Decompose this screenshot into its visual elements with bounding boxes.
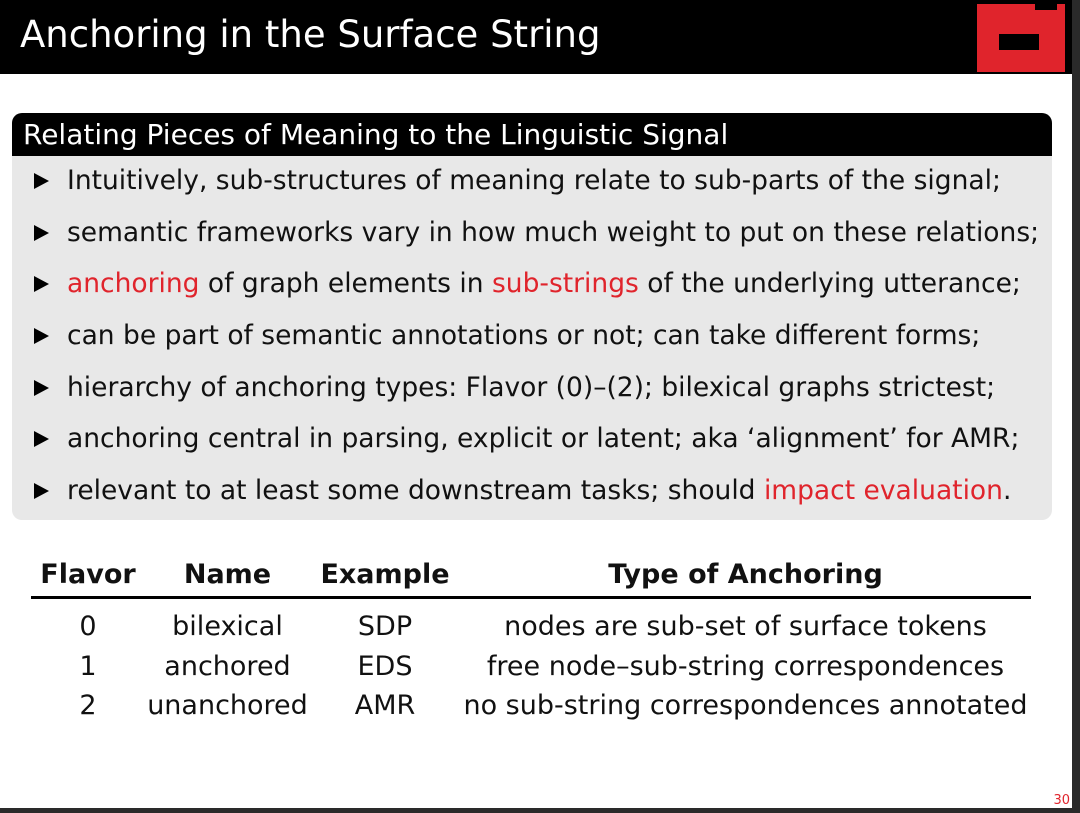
- table-row: [31, 686, 1031, 726]
- list-item: [12, 207, 1052, 259]
- column-header-type: Type of Anchoring: [460, 552, 1031, 598]
- logo-icon: [977, 4, 1065, 72]
- highlight-impact-evaluation: impact evaluation: [763, 475, 1003, 507]
- table-header-row: [31, 552, 1031, 598]
- list-item: [12, 362, 1052, 414]
- cell-flavor: 0: [79, 611, 97, 643]
- item-text: of graph elements in: [199, 268, 492, 300]
- bullet-triangle-icon: [34, 380, 49, 396]
- bullet-triangle-icon: [34, 276, 49, 292]
- cell-type: free node–sub-string correspondences: [486, 650, 1005, 682]
- cell-type: nodes are sub-set of surface tokens: [504, 611, 987, 643]
- bullet-list: [12, 155, 1052, 517]
- bullet-triangle-icon: [34, 225, 49, 241]
- item-text: relevant to at least some downstream tasks; should: [67, 475, 764, 507]
- cell-name: anchored: [164, 650, 291, 682]
- bullet-triangle-icon: [34, 431, 49, 447]
- item-text: semantic frameworks vary in how much weight to put on these relations;: [67, 216, 1040, 248]
- bullet-triangle-icon: [34, 173, 49, 189]
- cell-name: unanchored: [147, 690, 308, 722]
- item-text: Intuitively, sub-structures of meaning relate to sub-parts of the signal;: [67, 165, 1001, 196]
- item-text: .: [1002, 475, 1012, 507]
- column-header-flavor: Flavor: [31, 552, 145, 598]
- cell-type: no sub-string correspondences annotated: [463, 690, 1028, 722]
- window-edge-bottom: [0, 808, 1080, 813]
- highlight-sub-strings: sub-strings: [491, 268, 639, 300]
- cell-flavor: 1: [79, 650, 97, 682]
- bullet-triangle-icon: [34, 483, 49, 499]
- cell-example: SDP: [357, 611, 413, 643]
- anchoring-table: [31, 552, 1031, 726]
- table-row: [31, 598, 1031, 647]
- column-header-example: Example: [310, 552, 460, 598]
- item-text: of the underlying utterance;: [638, 268, 1021, 300]
- item-text: hierarchy of anchoring types: Flavor (0)–(2); bilexical graphs strictest;: [67, 371, 996, 403]
- list-item: [12, 155, 1052, 207]
- cell-flavor: 2: [79, 690, 97, 722]
- block-heading: Relating Pieces of Meaning to the Linguistic Signal: [12, 113, 1052, 156]
- content-block: [12, 113, 1052, 520]
- list-item: [12, 413, 1052, 465]
- list-item: [12, 258, 1052, 310]
- cell-name: bilexical: [172, 611, 283, 643]
- column-header-name: Name: [145, 552, 310, 598]
- page-number: 30: [1053, 793, 1070, 808]
- list-item: [12, 465, 1052, 517]
- cell-example: AMR: [354, 690, 416, 722]
- bullet-triangle-icon: [34, 328, 49, 344]
- slide-title: Anchoring in the Surface String: [20, 13, 601, 56]
- cell-example: EDS: [357, 650, 413, 682]
- list-item: [12, 310, 1052, 362]
- item-text: anchoring central in parsing, explicit or latent; aka ‘alignment’ for AMR;: [67, 423, 1020, 455]
- title-bar: [0, 0, 1072, 74]
- table-row: [31, 647, 1031, 687]
- window-edge-right: [1072, 0, 1080, 813]
- item-text: can be part of semantic annotations or not; can take different forms;: [67, 320, 981, 352]
- highlight-anchoring: anchoring: [67, 268, 200, 300]
